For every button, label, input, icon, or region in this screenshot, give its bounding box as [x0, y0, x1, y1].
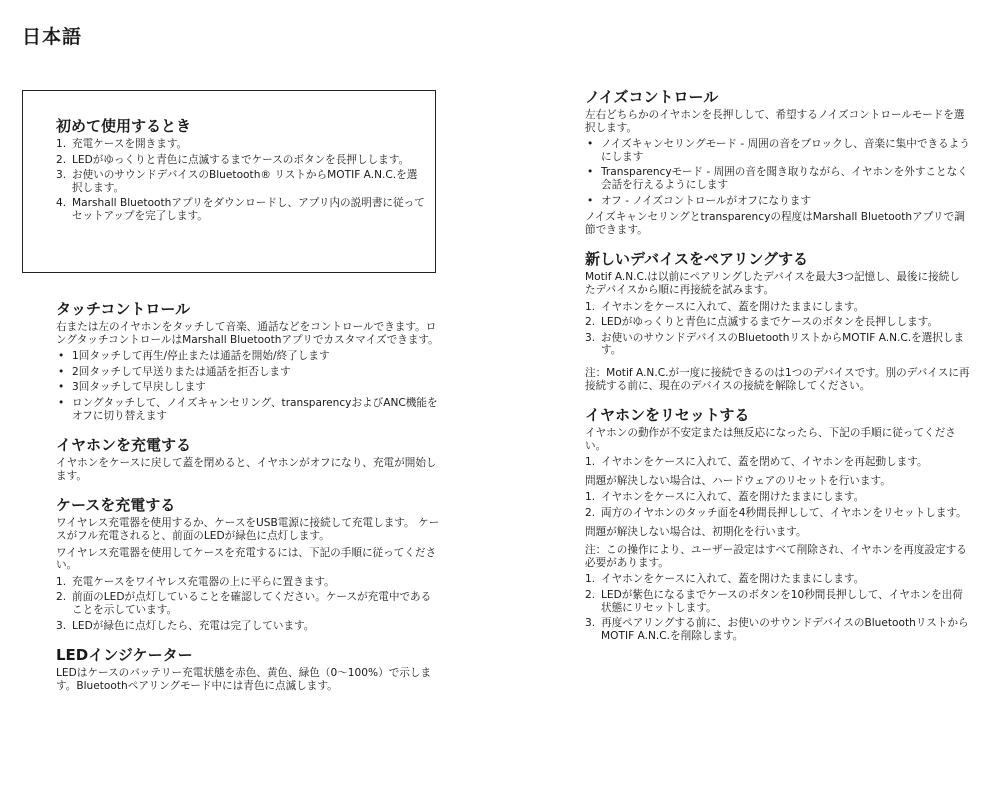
reset-steps-3	[585, 573, 970, 642]
led-text: LEDはケースのバッテリー充電状態を赤色、黄色、緑色（0〜100%）で示します。Bluetoothペアリングモード中には青色に点滅します。	[56, 667, 432, 692]
list-item-text: Marshall Bluetoothアプリをダウンロードし、アプリ内の説明書に従ってセットアップを完了します。	[72, 197, 425, 222]
list-item	[585, 195, 970, 208]
list-item	[585, 301, 970, 314]
list-item-text: Transparencyモード - 周囲の音を聞き取りながら、イヤホンを外すことなく会話を行えるようにします	[601, 166, 968, 191]
touch-heading: タッチコントロール	[56, 300, 191, 318]
charge-case-text2: ワイヤレス充電器を使用してケースを充電するには、下記の手順に従ってください。	[56, 546, 437, 572]
list-item-text: イヤホンをケースに入れて、蓋を開けたままにします。	[601, 300, 865, 313]
list-item-text: 3回タッチして早戻しします	[72, 381, 206, 394]
list-item	[585, 491, 970, 504]
list-item	[585, 456, 970, 469]
charge-earbuds-heading: イヤホンを充電する	[56, 436, 192, 455]
charge-earbuds-section	[56, 436, 441, 482]
reset-intro: イヤホンの動作が不安定または無反応になったら、下記の手順に従ってください。	[585, 427, 956, 452]
list-item	[56, 366, 441, 379]
list-item	[56, 620, 441, 633]
list-item-text: LEDがゆっくりと青色に点滅するまでケースのボタンを長押しします。	[72, 153, 410, 166]
list-item-text: LEDがゆっくりと青色に点滅するまでケースのボタンを長押しします。	[601, 316, 939, 329]
list-number: 2.	[585, 507, 596, 520]
touch-section	[56, 300, 441, 422]
list-number: 2.	[56, 591, 67, 604]
list-item-text: 両方のイヤホンのタッチ面を4秒間長押しして、イヤホンをリセットします。	[601, 507, 967, 520]
list-item	[56, 169, 426, 194]
led-section	[56, 646, 441, 692]
list-item	[585, 617, 970, 642]
list-item	[56, 138, 426, 151]
list-item	[56, 381, 441, 394]
charge-case-section	[56, 496, 441, 632]
pairing-heading: 新しいデバイスをペアリングする	[585, 250, 809, 269]
list-number: 1.	[585, 300, 596, 313]
touch-bullets	[56, 350, 441, 422]
list-number: 1.	[56, 138, 67, 150]
charge-case-text1: ワイヤレス充電器を使用するか、ケースをUSB電源に接続して充電します。 ケースがフル充電されると、前面のLEDが緑色に点灯します。	[56, 517, 440, 542]
list-item-text: イヤホンをケースに入れて、蓋を閉めて、イヤホンを再起動します。	[601, 456, 928, 469]
pairing-note: 注：Motif A.N.C.が一度に接続できるのは1つのデバイスです。別のデバイスに再接続する前に、現在のデバイスの接続を解除してください。	[585, 366, 970, 392]
list-item-text: 充電ケースをワイヤレス充電器の上に平らに置きます。	[72, 575, 335, 588]
list-item-text: ノイズキャンセリングモード - 周囲の音をブロックし、音楽に集中できるようにします	[601, 138, 970, 163]
first-use-heading: 初めて使用するとき	[56, 117, 192, 135]
list-item-text: イヤホンをケースに入れて、蓋を開けたままにします。	[601, 491, 865, 504]
list-number: 3.	[56, 619, 67, 632]
list-number: 1.	[585, 491, 596, 504]
list-number: 2.	[585, 589, 596, 602]
list-item	[56, 576, 441, 589]
list-number: 2.	[56, 153, 67, 166]
led-heading: LEDインジケーター	[56, 646, 193, 665]
list-number: 3.	[56, 169, 67, 182]
list-number: 1.	[585, 573, 596, 586]
pairing-section	[585, 250, 970, 392]
list-number: 1.	[585, 456, 596, 469]
list-item	[585, 138, 970, 163]
bullet: •	[587, 194, 594, 207]
noise-section	[585, 88, 970, 236]
left-column	[56, 300, 441, 706]
list-item	[585, 573, 970, 586]
list-number: 3.	[585, 331, 596, 344]
list-item-text: お使いのサウンドデバイスのBluetooth® リストからMOTIF A.N.C.を選択します。	[72, 169, 418, 194]
list-item-text: オフ - ノイズコントロールがオフになります	[601, 194, 811, 207]
list-item-text: LEDが紫色になるまでケースのボタンを10秒間長押しして、イヤホンを出荷状態にリセットします。	[601, 589, 963, 614]
first-use-box	[22, 90, 436, 273]
bullet: •	[587, 138, 594, 151]
bullet: •	[58, 381, 65, 394]
list-item-text: LEDが緑色に点灯したら、充電は完了しています。	[72, 619, 315, 632]
bullet: •	[587, 166, 594, 179]
charge-case-steps	[56, 576, 441, 632]
noise-outro: ノイズキャンセリングとtransparencyの程度はMarshall Bluetoothアプリで調節できます。	[585, 211, 965, 236]
bullet: •	[58, 396, 65, 409]
list-item	[585, 166, 970, 191]
list-item	[56, 154, 426, 167]
list-item-text: ロングタッチして、ノイズキャンセリング、transparencyおよびANC機能をオフに切り替えます	[72, 396, 438, 422]
list-item-text: お使いのサウンドデバイスのBluetoothリストからMOTIF A.N.C.を選択します。	[601, 331, 965, 357]
list-item	[585, 589, 970, 614]
bullet: •	[58, 350, 65, 363]
reset-section	[585, 406, 970, 642]
list-item-text: 2回タッチして早送りまたは通話を拒否します	[72, 365, 291, 378]
charge-earbuds-text: イヤホンをケースに戻して蓋を閉めると、イヤホンがオフになり、充電が開始します。	[56, 457, 437, 482]
touch-intro: 右または左のイヤホンをタッチして音楽、通話などをコントロールできます。ロングタッチコントロールはMarshall Bluetoothアプリでカスタマイズできます。	[56, 321, 439, 346]
list-number: 3.	[585, 617, 596, 630]
list-item	[56, 591, 441, 616]
page-title: 日本語	[22, 26, 83, 48]
reset-note: 注：この操作により、ユーザー設定はすべて削除され、イヤホンを再度設定する必要があります。	[585, 544, 967, 569]
list-item	[585, 507, 970, 520]
noise-intro: 左右どちらかのイヤホンを長押しして、希望するノイズコントロールモードを選択します。	[585, 109, 965, 134]
pairing-steps	[585, 301, 970, 357]
noise-bullets	[585, 138, 970, 207]
bullet: •	[58, 365, 65, 378]
list-item	[585, 316, 970, 329]
list-item	[585, 332, 970, 357]
pairing-intro: Motif A.N.C.は以前にペアリングしたデバイスを最大3つ記憶し、最後に接続したデバイスから順に再接続を試みます。	[585, 271, 960, 296]
right-column	[585, 88, 970, 656]
list-item-text: 前面のLEDが点灯していることを確認してください。ケースが充電中であることを示しています。	[72, 591, 432, 616]
list-item-text: 再度ペアリングする前に、お使いのサウンドデバイスのBluetoothリストからMOTIF A.N.C.を削除します。	[601, 617, 969, 642]
list-number: 4.	[56, 197, 67, 210]
reset-text3: 問題が解決しない場合は、初期化を行います。	[585, 525, 807, 538]
list-item-text: 1回タッチして再生/停止または通話を開始/終了します	[72, 350, 330, 363]
list-item	[56, 197, 426, 222]
reset-text2: 問題が解決しない場合は、ハードウェアのリセットを行います。	[585, 474, 891, 487]
noise-heading: ノイズコントロール	[585, 88, 719, 106]
list-number: 1.	[56, 575, 67, 588]
first-use-steps	[56, 138, 426, 223]
list-item-text: イヤホンをケースに入れて、蓋を開けたままにします。	[601, 573, 865, 586]
list-item-text: 充電ケースを開きます。	[72, 138, 188, 150]
reset-heading: イヤホンをリセットする	[585, 406, 750, 425]
charge-case-heading: ケースを充電する	[56, 496, 176, 515]
list-item	[56, 397, 441, 422]
reset-steps-1	[585, 456, 970, 469]
list-item	[56, 350, 441, 363]
reset-steps-2	[585, 491, 970, 519]
list-number: 2.	[585, 316, 596, 329]
